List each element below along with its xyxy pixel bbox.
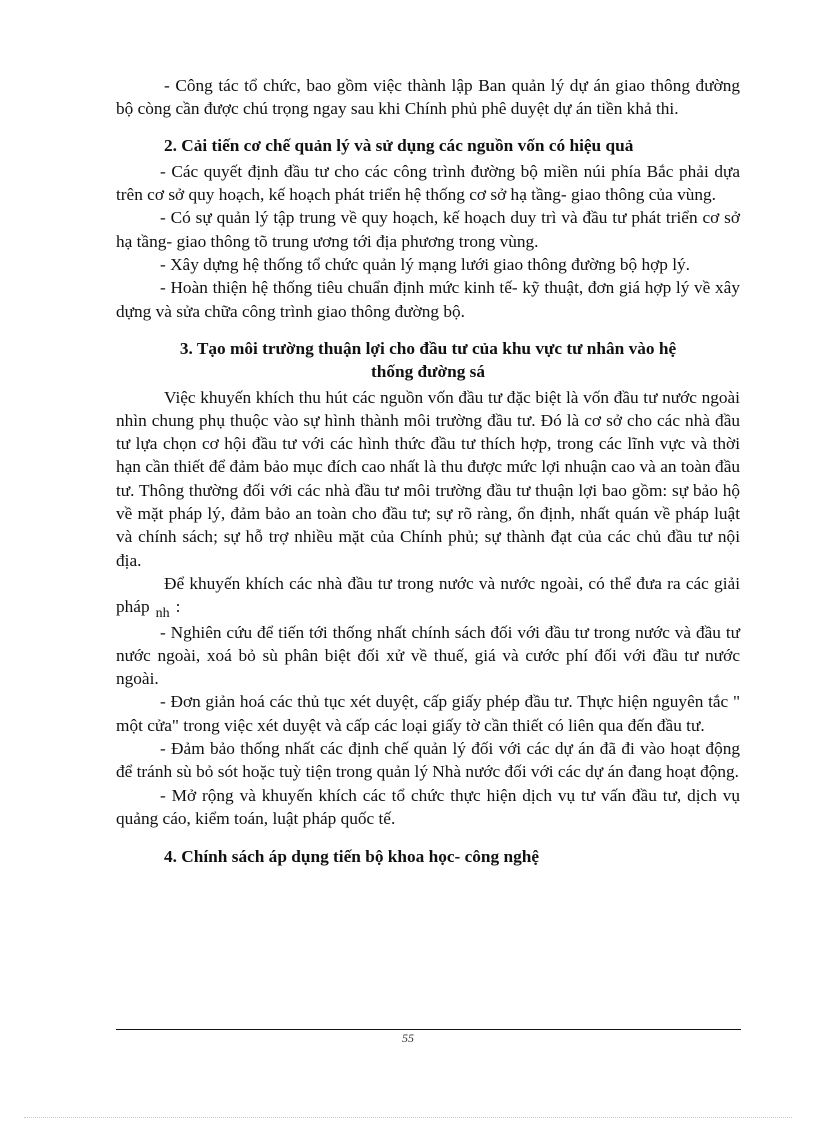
intro-paragraph: - Công tác tổ chức, bao gồm việc thành lập Ban quản lý dự án giao thông đường bộ còng cần được chú trọng ngay sau khi Chính phủ phê duyệt dự án tiền khả thi.	[116, 76, 740, 119]
section-4-heading: 4. Chính sách áp dụng tiến bộ khoa học- công nghệ	[164, 847, 540, 867]
section-2-item: - Xây dựng hệ thống tổ chức quản lý mạng lưới giao thông đường bộ hợp lý.	[160, 255, 690, 275]
footer-rule	[116, 1029, 741, 1030]
section-2-item: - Các quyết định đầu tư cho các công trình đường bộ miền núi phía Bắc phải dựa trên cơ sở quy hoạch, kế hoạch phát triển hệ thống cơ sở hạ tầng- giao thông của vùng.	[116, 161, 740, 205]
section-3-item: - Đảm bảo thống nhất các định chế quản lý đối với các dự án đã đi vào hoạt động để tránh sù bỏ sót hoặc tuỳ tiện trong quản lý Nhà nước đối với các dự án đang hoạt động.	[116, 739, 740, 782]
section-2-item: - Có sự quản lý tập trung về quy hoạch, kế hoạch duy trì và đầu tư phát triển cơ sở hạ tầng- giao thông tõ trung ương tới địa phương trong vùng.	[116, 208, 740, 251]
section-3-item: - Đơn giản hoá các thủ tục xét duyệt, cấp giấy phép đầu tư. Thực hiện nguyên tắc " một cửa" trong việc xét duyệt và cấp các loại giấy tờ cần thiết có liên qua đến đầu tư.	[116, 692, 740, 735]
section-2-heading: 2. Cải tiến cơ chế quản lý và sử dụng các nguồn vốn có hiệu quả	[164, 135, 634, 155]
para2-superscript: nh	[155, 606, 170, 622]
section-3-heading-line2: thống đường sá	[370, 362, 486, 382]
section-2-item: - Hoàn thiện hệ thống tiêu chuẩn định mức kinh tế- kỹ thuật, đơn giá hợp lý về xây dựng và sửa chữa công trình giao thông đường bộ.	[116, 278, 740, 321]
para2-colon: :	[175, 597, 181, 617]
section-3-paragraph-2	[116, 572, 740, 621]
page-bottom-dotted-line	[24, 1117, 792, 1118]
section-3-heading-line1: 3. Tạo môi trường thuận lợi cho đầu tư của khu vực tư nhân vào hệ	[179, 338, 677, 358]
section-3-heading	[116, 337, 740, 384]
document-page	[116, 74, 740, 869]
page-number: 55	[402, 1031, 414, 1045]
section-3-paragraph: Việc khuyến khích thu hút các nguồn vốn đầu tư đặc biệt là vốn đầu tư nước ngoài nhìn chung phụ thuộc vào sự hình thành môi trường đầu tư. Đó là cơ sở cho các nhà đầu tư lựa chọn cơ hội đầu tư với các hình thức đầu tư thích hợp, trong các lĩnh vực và thời hạn cần thiết để đảm bảo mục đích cao nhất là thu được mức lợi nhuận cao và an toàn đầu tư. Thông thường đối với các nhà đầu tư môi trường đầu tư thuận lợi bao gồm: sự bảo hộ về mặt pháp lý, đảm bảo an toàn cho đầu tư; sự rõ ràng, ổn định, nhất quán về pháp luật và chính sách; sự hỗ trợ nhiều mặt của Chính phủ; sự thành đạt của các chủ đầu tư nội địa.	[116, 387, 740, 570]
para2-text: Để khuyến khích các nhà đầu tư trong nước và nước ngoài, có thể đưa ra các giải pháp	[116, 573, 740, 617]
section-3-item: - Nghiên cứu để tiến tới thống nhất chính sách đối với đầu tư trong nước và đầu tư nước ngoài, xoá bỏ sù phân biệt đối xử về thuế, giá và cước phí đối với đầu tư nước ngoài.	[116, 622, 740, 689]
section-3-item: - Mở rộng và khuyến khích các tổ chức thực hiện dịch vụ tư vấn đầu tư, dịch vụ quảng cáo, kiểm toán, luật pháp quốc tế.	[116, 785, 740, 828]
